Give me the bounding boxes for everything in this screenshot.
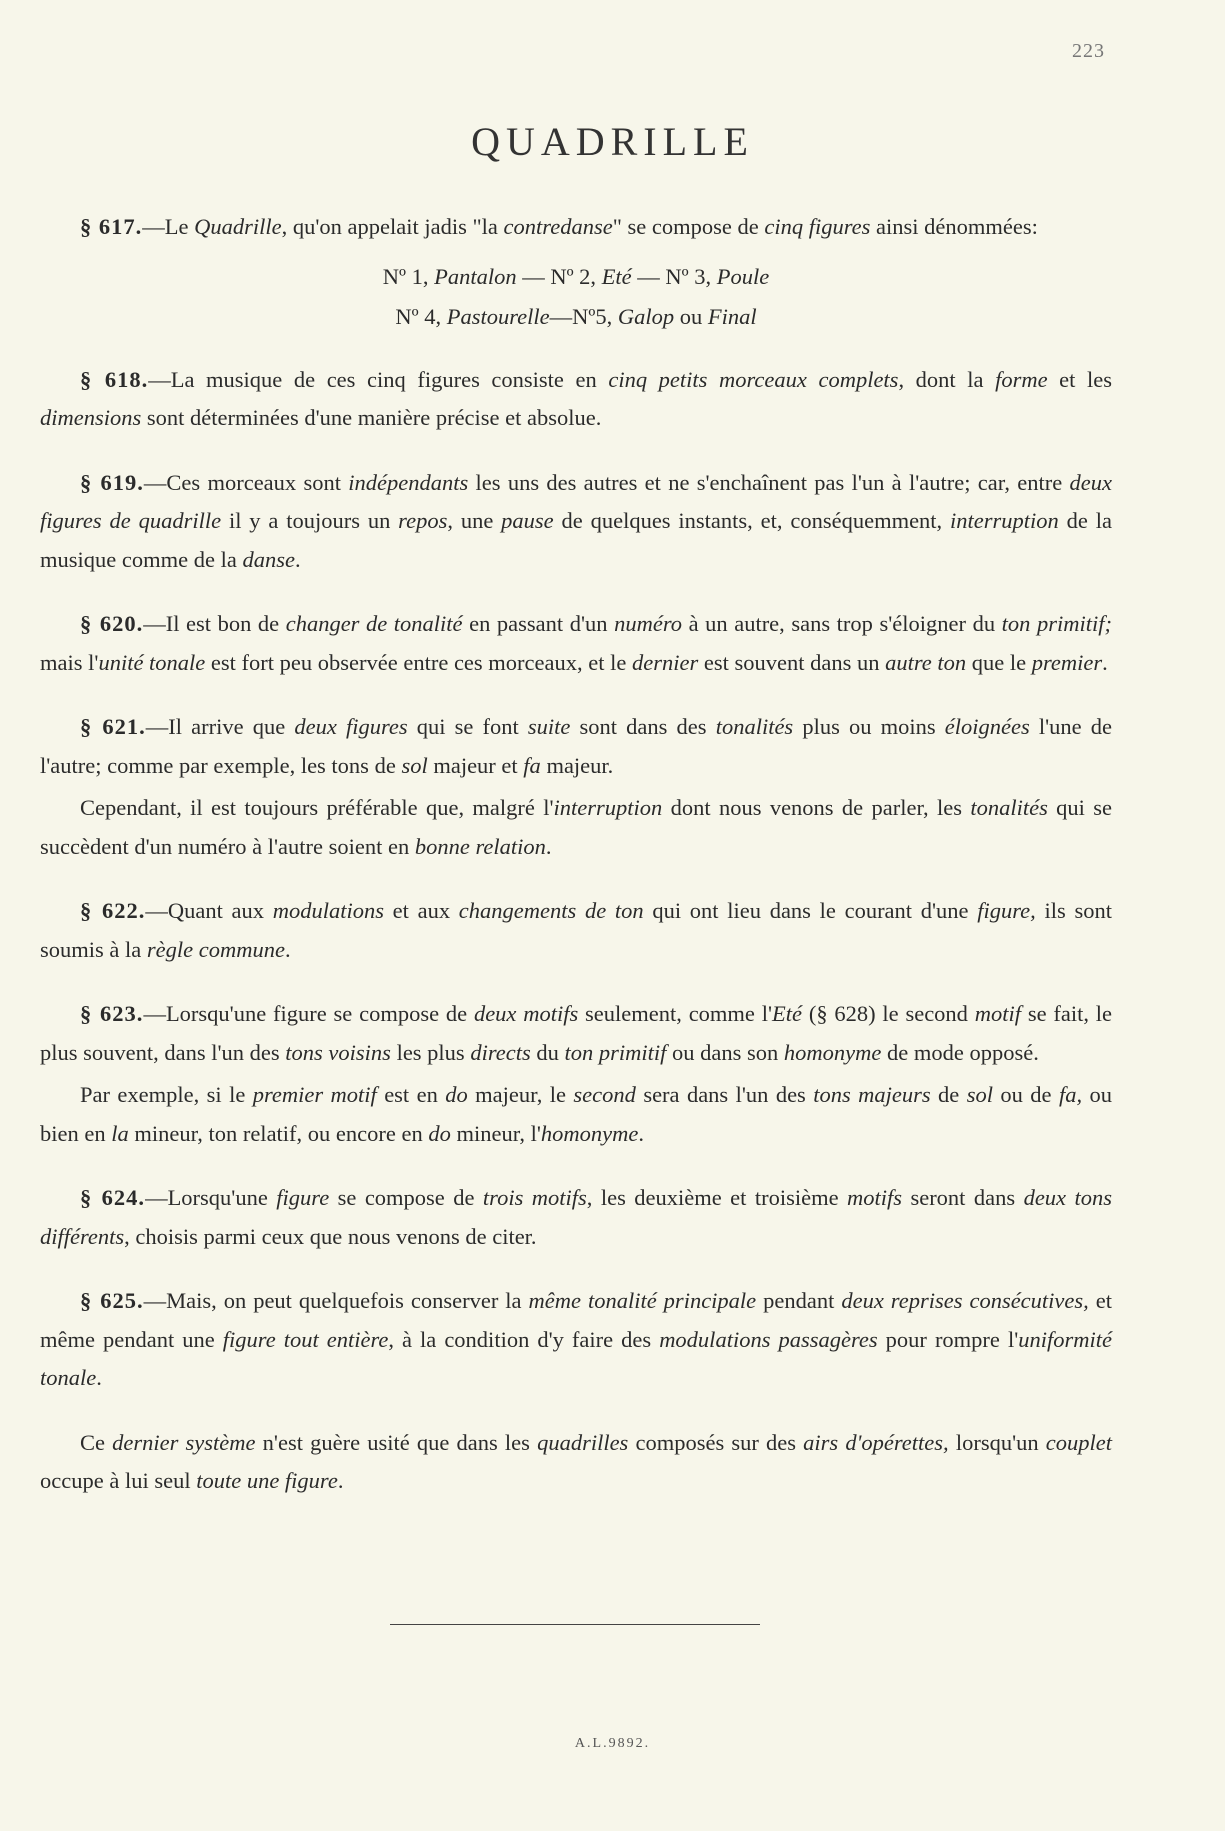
paragraph-621 [40,708,1112,785]
text: , qu'on appelait jadis "la [281,214,504,239]
italic-term: quadrilles [537,1429,629,1455]
section-number: § 619. [80,469,144,495]
italic-term: motifs [847,1185,903,1210]
text: . [545,833,552,859]
italic-term: trois motifs [482,1185,587,1210]
italic-term: second [573,1082,636,1107]
text: mais l' [40,649,99,675]
text: . [638,1120,644,1146]
text: sont déterminées d'une manière précise et absolue. [141,405,602,430]
text: est souvent dans un [698,649,886,675]
italic-term: cinq figures [764,214,871,239]
italic-term: deux motifs [473,1001,579,1026]
italic-term: bonne relation [414,833,546,859]
italic-term: repos [398,508,448,533]
italic-term: tons voisins [285,1039,391,1065]
italic-term: tonalités [715,714,794,739]
italic-term: motif [974,1001,1022,1026]
italic-term: fa, [1058,1082,1083,1107]
text: Nº 1, [382,263,435,289]
italic-term: directs [470,1039,531,1065]
italic-term: interruption [553,795,663,820]
italic-term: Eté [772,1001,803,1026]
section-number: § 617. [80,214,143,239]
text: . [96,1365,102,1390]
text: —Il arrive que [145,714,295,739]
text: —Mais, on peut quelquefois conserver la [143,1288,529,1313]
text: ou dans son [666,1039,784,1065]
text: et les [1047,366,1113,392]
italic-term: même tonalité principale [528,1288,757,1313]
italic-term: danse [242,546,295,572]
italic-term: figure tout entière [222,1326,389,1352]
italic-term: premier motif [252,1082,377,1107]
italic-term: dernier système [112,1429,256,1455]
figures-line-2 [40,297,1112,337]
italic-term: figure [276,1185,330,1210]
paragraph-620 [40,605,1112,682]
document-body [40,208,1112,1501]
italic-term: tons majeurs [813,1082,931,1107]
italic-term: uniformité tonale [40,1326,1112,1390]
text: — Nº 2, [516,263,602,289]
italic-term: fa [523,752,541,778]
text: l'une de l'autre; comme par exemple, les tons de [40,714,1112,778]
paragraph-625 [40,1282,1112,1398]
text: occupe à lui seul [40,1468,197,1493]
text: —Quant aux [145,898,273,923]
text: —Il est bon de [143,611,286,636]
text: dont nous venons de parler, les [662,795,971,820]
italic-term: cinq petits morceaux complets [608,366,899,392]
text: à un autre, sans trop s'éloigner du [682,611,1002,636]
paragraph-617 [40,208,1112,247]
text: ou bien en [40,1082,1112,1146]
text: les plus [390,1039,471,1065]
text: n'est guère usité que dans les [255,1429,538,1455]
text: — Nº 3, [631,263,717,289]
text: Cependant, il est toujours préférable que, malgré l' [80,795,554,820]
italic-term: sol [966,1082,993,1107]
italic-term: do [445,1082,468,1107]
italic-term: deux reprises consécutives, [841,1288,1089,1313]
italic-term: Eté [601,263,632,289]
text: ainsi dénommées: [870,214,1038,239]
text: Par exemple, si le [80,1082,253,1107]
text: —La musique de ces cinq figures consiste en [148,366,609,392]
divider-rule [390,1624,760,1625]
text: " se compose de [612,214,765,239]
page-footer: A.L.9892. [574,1736,651,1751]
text: mineur, ton relatif, ou encore en [128,1120,429,1146]
italic-term: homonyme [783,1039,882,1065]
section-number: § 621. [80,714,146,739]
italic-term: changements de ton [458,898,644,923]
italic-term: contredanse [503,214,613,239]
text: et aux [383,898,459,923]
text: en passant d'un [462,611,615,636]
section-number: § 625. [80,1288,144,1313]
text: de mode opposé. [881,1039,1039,1065]
text: Nº 4, [395,303,447,329]
text: de [930,1082,967,1107]
text: qui ont lieu dans le courant d'une [643,898,978,923]
text: pendant [756,1288,842,1313]
italic-term: tonalités [970,795,1048,820]
figures-list [40,257,1112,337]
italic-term: forme [995,366,1048,392]
text: —Le [142,214,195,239]
italic-term: Final [707,303,757,329]
italic-term: ton primitif; [1001,611,1112,636]
italic-term: homonyme [540,1120,639,1146]
italic-term: figure, [977,898,1036,923]
text: , à la condition d'y faire des [388,1326,660,1352]
italic-term: couplet [1045,1429,1113,1455]
text: est fort peu observée entre ces morceaux, et le [205,649,632,675]
text: est en [376,1082,446,1107]
text: . [284,936,291,962]
text: , dont la [898,366,996,392]
text: et même pendant une [40,1288,1112,1352]
text: , choisis parmi ceux que nous venons de citer. [124,1223,537,1249]
section-number: § 622. [80,898,146,923]
italic-term: pause [501,508,554,533]
italic-term: indépendants [348,469,469,495]
italic-term: modulations [272,898,384,923]
text: seulement, comme l' [578,1001,773,1026]
text: —Nº5, [549,303,618,329]
paragraph-623-continued [40,1076,1112,1153]
text: —Lorsqu'une figure se compose de [143,1001,474,1026]
text: composés sur des [628,1429,804,1455]
italic-term: toute une figure [196,1468,338,1493]
italic-term: deux tons différents [40,1185,1112,1249]
text: il y a toujours un [221,508,399,533]
text: —Ces morceaux sont [143,469,349,495]
section-number: § 618. [80,366,149,392]
italic-term: deux figures de quadrille [40,469,1112,533]
paragraph-621-continued [40,789,1112,866]
italic-term: la [111,1120,129,1146]
text: . [1102,649,1108,675]
text: que le [966,649,1032,675]
paragraph-618 [40,361,1112,438]
text: . [337,1468,344,1493]
text: ou de [992,1082,1059,1107]
italic-term: Galop [617,303,675,329]
text: qui se succèdent d'un numéro à l'autre soient en [40,795,1112,859]
text: sont dans des [570,714,716,739]
paragraph-619 [40,464,1112,580]
text: majeur. [540,752,614,778]
italic-term: règle commune [146,936,285,962]
italic-term: interruption [950,508,1059,533]
italic-term: numéro [614,611,683,636]
paragraph-623 [40,995,1112,1072]
italic-term: airs d'opérettes, [803,1429,949,1455]
italic-term: changer de tonalité [285,611,463,636]
text: se compose de [329,1185,483,1210]
italic-term: do [428,1120,451,1146]
text: du [530,1039,565,1065]
italic-term: Quadrille [194,214,282,239]
text: les uns des autres et ne s'enchaînent pas l'un à l'autre; car, entre [468,469,1070,495]
text: (§ 628) le second [802,1001,975,1026]
text: , une [447,508,502,533]
text: ils sont soumis à la [40,898,1112,962]
text: ou [674,303,708,329]
text: . [294,546,301,572]
italic-term: unité tonale [98,649,206,675]
paragraph-622 [40,892,1112,969]
italic-term: premier [1031,649,1103,675]
text: Ce [80,1429,113,1455]
section-number: § 624. [80,1185,146,1210]
italic-term: modulations passagères [659,1326,878,1352]
section-number: § 620. [80,611,144,636]
italic-term: deux figures [294,714,408,739]
text: majeur, le [467,1082,574,1107]
italic-term: Poule [716,263,770,289]
text: lorsqu'un [948,1429,1046,1455]
section-number: § 623. [80,1001,144,1026]
text: mineur, l' [450,1120,541,1146]
page-title: QUADRILLE [471,119,754,164]
italic-term: éloignées [944,714,1030,739]
italic-term: dimensions [40,405,142,430]
italic-term: autre ton [885,649,967,675]
italic-term: suite [527,714,571,739]
italic-term: ton primitif [564,1039,667,1065]
text: seront dans [902,1185,1024,1210]
text: qui se font [407,714,528,739]
figures-line-1 [40,257,1112,297]
paragraph-625-continued [40,1424,1112,1501]
italic-term: Pastourelle [446,303,550,329]
text: plus ou moins [793,714,945,739]
text: de la musique comme de la [40,508,1112,572]
italic-term: dernier [631,649,699,675]
text: de quelques instants, et, conséquemment, [553,508,951,533]
paragraph-624 [40,1179,1112,1256]
page-number: 223 [1072,40,1105,62]
text: majeur et [427,752,524,778]
italic-term: sol [401,752,428,778]
text: , les deuxième et troisième [586,1185,847,1210]
text: —Lorsqu'une [145,1185,277,1210]
text: pour rompre l' [877,1326,1019,1352]
text: sera dans l'un des [635,1082,814,1107]
text: se fait, le plus souvent, dans l'un des [40,1001,1113,1065]
italic-term: Pantalon [434,263,517,289]
